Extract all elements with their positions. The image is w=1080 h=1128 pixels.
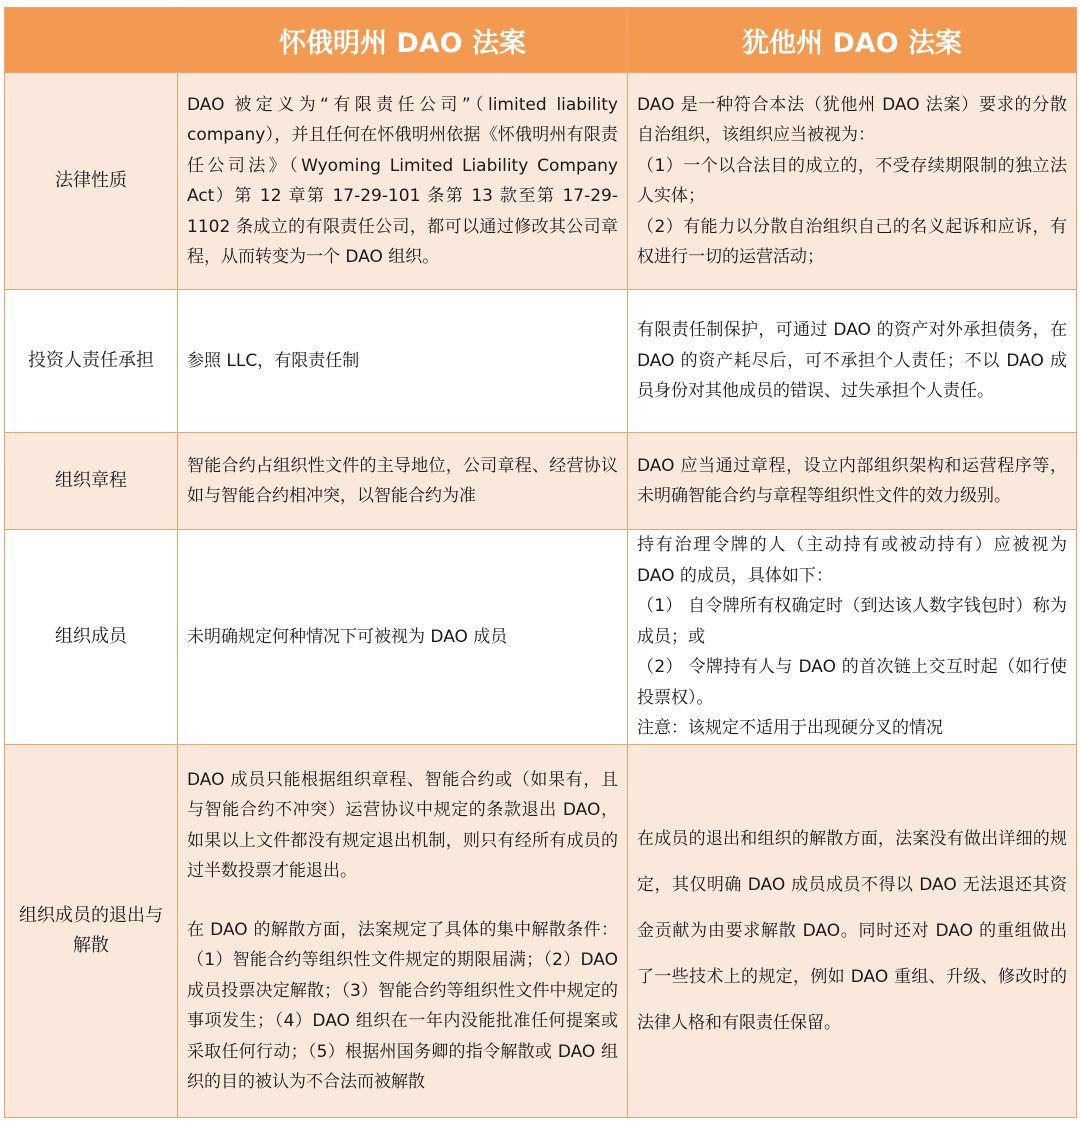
cell-text: 智能合约占组织性文件的主导地位，公司章程、经营协议如与智能合约相冲突，以智能合约为准 [187,455,618,506]
table-row [5,73,1077,290]
row-topic: 组织章程 [5,433,178,530]
cell-text: DAO 成员只能根据组织章程、智能合约或（如果有，且与智能合约不冲突）运营协议中规定的条款退出 DAO，如果以上文件都没有规定退出机制，则只有经所有成员的过半数投票才能退出。 [187,769,618,881]
table-row [5,530,1077,745]
header-wyoming: 怀俄明州 DAO 法案 [178,8,628,73]
comparison-table [4,7,1077,1118]
row-topic: 法律性质 [5,73,178,290]
cell-text: 持有治理令牌的人（主动持有或被动持有）应被视为 DAO 的成员，具体如下： [637,535,1067,586]
cell-text: （1）一个以合法目的成立的，不受存续期限制的独立法人实体； [637,155,1067,206]
cell-text: DAO 应当通过章程，设立内部组织架构和运营程序等，未明确智能合约与章程等组织性文件的效力级别。 [637,455,1067,506]
utah-cell [628,290,1077,433]
utah-cell [628,745,1077,1118]
row-topic: 组织成员 [5,530,178,745]
cell-text: 参照 LLC，有限责任制 [187,350,360,371]
utah-cell [628,73,1077,290]
cell-text: 在成员的退出和组织的解散方面，法案没有做出详细的规定，其仅明确 DAO 成员成员不得以 DAO 无法退还其资金贡献为由要求解散 DAO。同时还对 DAO 的重组做出了一些技术上的规定，例如 DAO 重组、升级、修改时的法律人格和有限责任保留。 [637,829,1067,1033]
utah-cell [628,530,1077,745]
header-row [5,8,1077,73]
cell-text: （1） 自令牌所有权确定时（到达该人数字钱包时）称为成员；或 [637,596,1067,647]
row-topic: 组织成员的退出与解散 [5,745,178,1118]
table-row [5,290,1077,433]
wyoming-cell [178,530,628,745]
cell-text: 有限责任制保护，可通过 DAO 的资产对外承担债务，在 DAO 的资产耗尽后，可不承担个人责任；不以 DAO 成员身份对其他成员的错误、过失承担个人责任。 [637,320,1067,402]
header-topic [5,8,178,73]
wyoming-cell [178,745,628,1118]
table-row [5,433,1077,530]
cell-text: （2） 令牌持有人与 DAO 的首次链上交互时起（如行使投票权）。 [637,657,1067,708]
top-strip [0,0,1080,7]
cell-text: 在 DAO 的解散方面，法案规定了具体的集中解散条件：（1）智能合约等组织性文件规定的期限届满；（2）DAO 成员投票决定解散；（3）智能合约等组织性文件中规定的事项发生；（4）DAO 组织在一年内没能批准任何提案或采取任何行动；（5）根据州国务卿的指令解散或 DAO 组织的目的被认为不合法而被解散 [187,919,618,1092]
cell-text: （2）有能力以分散自治组织自己的名义起诉和应诉，有权进行一切的运营活动； [637,216,1067,267]
row-topic: 投资人责任承担 [5,290,178,433]
cell-text: 注意：该规定不适用于出现硬分叉的情况 [637,718,943,739]
wyoming-cell [178,433,628,530]
wyoming-cell [178,290,628,433]
cell-text: DAO 是一种符合本法（犹他州 DAO 法案）要求的分散自治组织，该组织应当被视为： [637,94,1067,145]
cell-text: DAO 被定义为“有限责任公司”（limited liability company），并且任何在怀俄明州依据《怀俄明州有限责任公司法》（Wyoming Limited Liability Company Act）第 12 章第 17-29-101 条第 13 款至第 17-29-1102 条成立的有限责任公司，都可以通过修改其公司章程，从而转变为一个 DAO 组织。 [187,94,618,267]
utah-cell [628,433,1077,530]
wyoming-cell [178,73,628,290]
cell-text: 未明确规定何种情况下可被视为 DAO 成员 [187,626,508,647]
paragraph-gap [187,887,618,915]
header-utah: 犹他州 DAO 法案 [628,8,1077,73]
table-row [5,745,1077,1118]
